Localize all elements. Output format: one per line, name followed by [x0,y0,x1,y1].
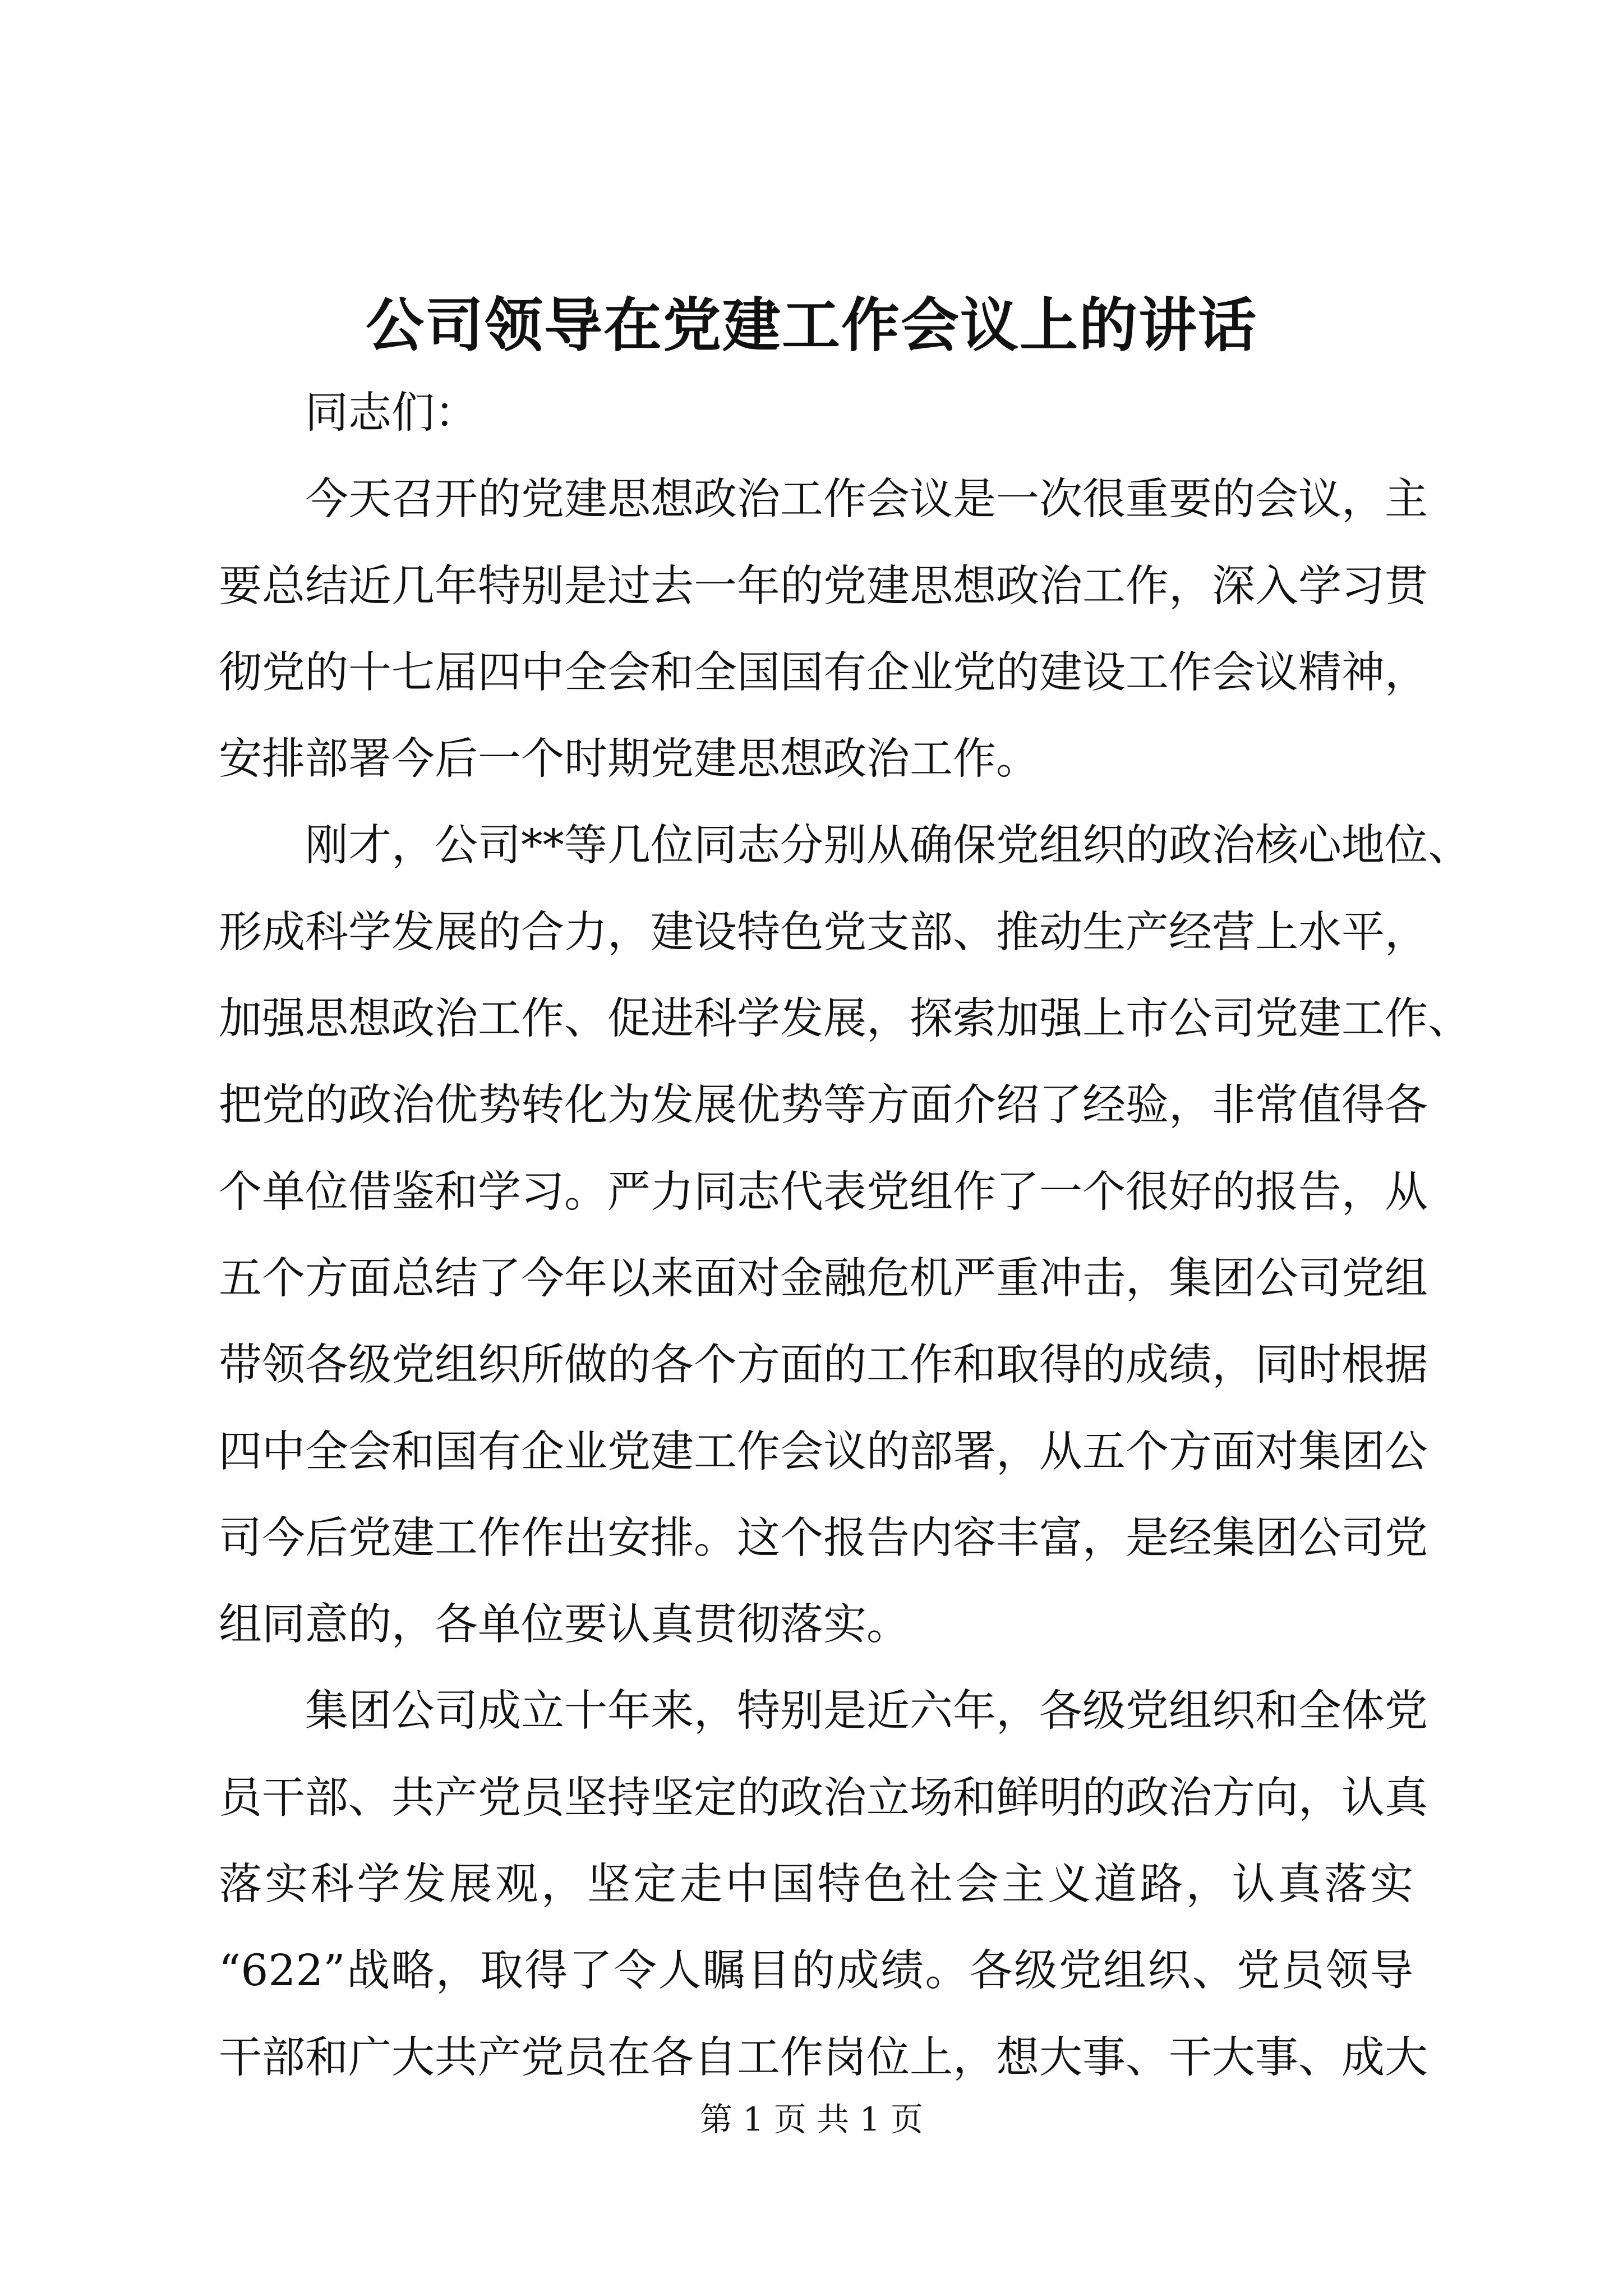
text-line: 同志们： [305,388,478,438]
text-line: 加强思想政治工作、促进科学发展，探索加强上市公司党建工作、 [219,994,1471,1045]
text-line: 今天召开的党建思想政治工作会议是一次很重要的会议，主 [305,475,1428,525]
text-line: 组同意的，各单位要认真贯彻落实。 [219,1600,910,1650]
text-line: 刚才，公司**等几位同志分别从确保党组织的政治核心地位、 [305,821,1471,871]
text-line: 司今后党建工作作出安排。这个报告内容丰富，是经集团公司党 [219,1513,1428,1563]
text-line: 形成科学发展的合力，建设特色党支部、推动生产经营上水平， [219,907,1428,958]
page-footer: 第 1 页 共 1 页 [700,2100,923,2138]
text-line: 五个方面总结了今年以来面对金融危机严重冲击，集团公司党组 [219,1253,1428,1304]
text-line: 把党的政治优势转化为发展优势等方面介绍了经验，非常值得各 [219,1080,1428,1131]
text-line: 干部和广大共产党员在各自工作岗位上，想大事、干大事、成大 [219,2032,1428,2083]
text-line: 彻党的十七届四中全会和全国国有企业党的建设工作会议精神， [219,647,1428,698]
document-body [219,370,1471,2101]
text-line: 个单位借鉴和学习。严力同志代表党组作了一个很好的报告，从 [219,1167,1428,1217]
text-line: “622”战略，取得了令人瞩目的成绩。各级党组织、党员领导 [219,1946,1413,1996]
text-line: 集团公司成立十年来，特别是近六年，各级党组织和全体党 [305,1686,1428,1737]
text-line: 要总结近几年特别是过去一年的党建思想政治工作，深入学习贯 [219,561,1428,611]
text-line: 带领各级党组织所做的各个方面的工作和取得的成绩，同时根据 [219,1340,1428,1391]
text-line: 员干部、共产党员坚持坚定的政治立场和鲜明的政治方向，认真 [219,1773,1428,1823]
text-line: 四中全会和国有企业党建工作会议的部署，从五个方面对集团公 [219,1427,1428,1477]
text-line: 安排部署今后一个时期党建思想政治工作。 [219,734,1039,785]
text-line: 落实科学发展观，坚定走中国特色社会主义道路，认真落实 [219,1860,1413,1910]
document-title: 公司领导在党建工作会议上的讲话 [365,291,1257,360]
